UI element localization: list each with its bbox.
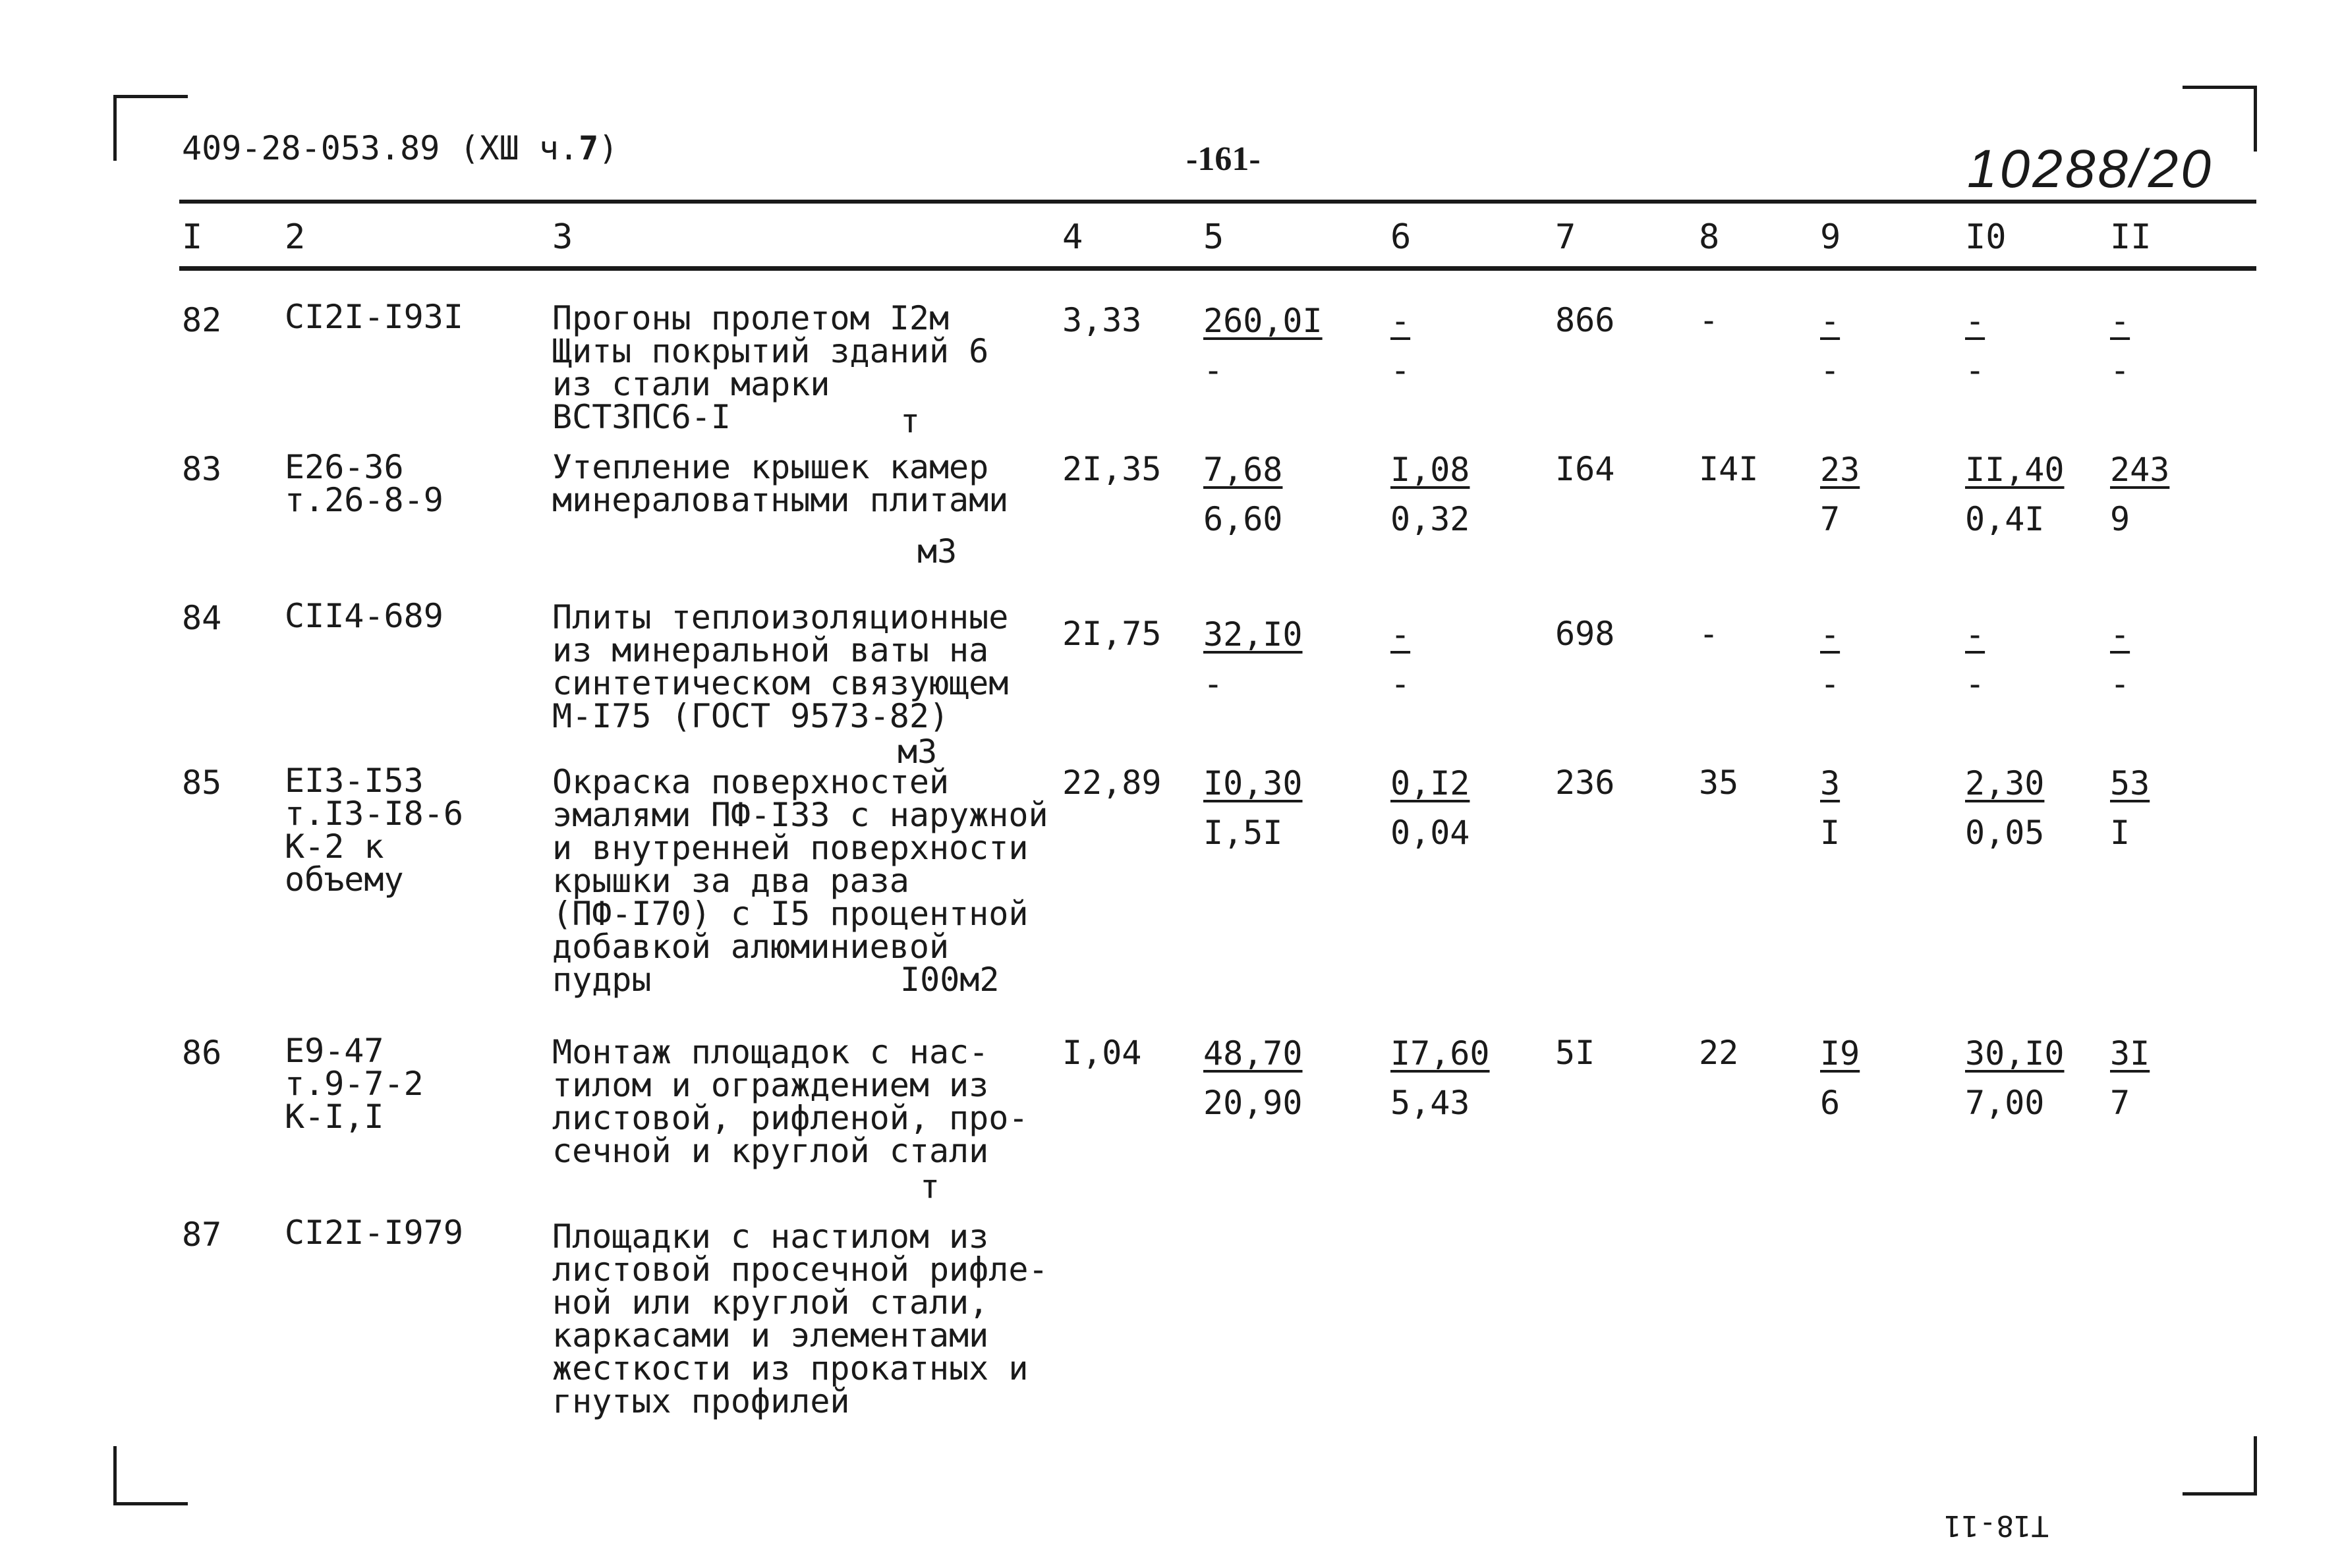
row-82-col5-top: 260,0I xyxy=(1203,302,1323,340)
row-84-code-line-1: CII4-689 xyxy=(285,597,443,635)
row-86-col11-bottom: 7 xyxy=(2110,1084,2130,1122)
row-83-number: 83 xyxy=(182,450,222,488)
row-85-desc-line-4: крышки за два раза xyxy=(552,862,909,900)
row-86-col6-top: I7,60 xyxy=(1390,1034,1490,1073)
row-82-col11-top: - xyxy=(2110,302,2130,340)
table-header-rule xyxy=(179,266,2256,271)
row-86-desc-line-4: сечной и круглой стали xyxy=(552,1132,989,1170)
row-82-desc-line-4: ВСТЗПС6-I xyxy=(552,398,731,436)
row-84-col5 xyxy=(1203,610,1303,709)
row-84-col6-bottom: - xyxy=(1390,665,1411,703)
document-code xyxy=(182,129,618,167)
row-87-desc-line-3: ной или круглой стали, xyxy=(552,1283,989,1322)
row-83-col5-top: 7,68 xyxy=(1203,451,1283,489)
row-82-col10-bottom: - xyxy=(1965,351,1985,389)
row-83-unit: м3 xyxy=(917,532,957,571)
row-84-col10-bottom: - xyxy=(1965,665,1985,703)
row-86-col9 xyxy=(1820,1029,1860,1128)
row-86-col7: 5I xyxy=(1555,1034,1595,1072)
row-85-col11-bottom: I xyxy=(2110,814,2130,852)
footer-code: T18-11 xyxy=(1944,1509,2049,1542)
row-83-col5 xyxy=(1203,445,1282,544)
row-86-col6-bottom: 5,43 xyxy=(1390,1084,1470,1122)
row-85-col6-bottom: 0,04 xyxy=(1390,814,1470,852)
row-85-code-line-3: К-2 к xyxy=(285,827,384,866)
row-86-col6 xyxy=(1390,1029,1490,1128)
row-87-desc-line-1: Площадки с настилом из xyxy=(552,1218,989,1256)
column-header-11: II xyxy=(2110,217,2152,257)
row-84-col9 xyxy=(1820,610,1840,709)
row-84-desc-line-4: М-I75 (ГОСТ 9573-82) xyxy=(552,697,950,735)
row-84-col5-bottom: - xyxy=(1203,665,1224,703)
row-84-col10-top: - xyxy=(1965,615,1985,654)
column-header-2: 2 xyxy=(285,217,306,257)
row-82-col6-bottom: - xyxy=(1390,351,1411,389)
row-86-col8: 22 xyxy=(1699,1034,1739,1072)
row-83-col9 xyxy=(1820,445,1860,544)
row-85-code-line-4: объему xyxy=(285,860,404,899)
row-86-code-line-1: E9-47 xyxy=(285,1032,384,1070)
column-header-3: 3 xyxy=(552,217,573,257)
handwritten-document-number: 10288/20 xyxy=(1967,139,2214,199)
row-85-desc-line-6: добавкой алюминиевой xyxy=(552,928,950,966)
row-84-col6 xyxy=(1390,610,1410,709)
row-82-col5 xyxy=(1203,296,1323,395)
row-86-col9-bottom: 6 xyxy=(1820,1084,1841,1122)
row-86-col11-top: 3I xyxy=(2110,1034,2150,1073)
row-83-col9-bottom: 7 xyxy=(1820,500,1841,538)
row-86-col10-top: 30,I0 xyxy=(1965,1034,2065,1073)
row-84-col6-top: - xyxy=(1390,615,1411,654)
row-85-code-line-1: EI3-I53 xyxy=(285,762,424,800)
row-85-col6-top: 0,I2 xyxy=(1390,764,1470,802)
row-85-col7: 236 xyxy=(1555,764,1615,802)
row-85-col6 xyxy=(1390,759,1470,858)
table-top-rule xyxy=(179,200,2256,204)
row-86-number: 86 xyxy=(182,1034,222,1072)
row-87-code-line-1: CI2I-I979 xyxy=(285,1214,463,1252)
document-code-prefix: 409-28-053.89 (ХШ ч. xyxy=(182,129,579,167)
row-83-col10-bottom: 0,4I xyxy=(1965,500,2045,538)
row-82-col11-bottom: - xyxy=(2110,351,2130,389)
row-83-desc-line-1: Утепление крышек камер xyxy=(552,448,989,486)
row-84-col9-top: - xyxy=(1820,615,1841,654)
row-86-code-line-2: т.9-7-2 xyxy=(285,1065,424,1103)
row-82-desc-line-1: Прогоны пролетом I2м xyxy=(552,299,950,337)
row-85-desc-line-2: эмалями ПФ-I33 с наружной xyxy=(552,796,1048,834)
page-number: -161- xyxy=(1186,140,1261,178)
row-86-desc-line-3: листовой, рифленой, про- xyxy=(552,1099,1029,1137)
row-85-col8: 35 xyxy=(1699,764,1739,802)
column-header-9: 9 xyxy=(1820,217,1841,257)
corner-mark-bottom-left xyxy=(113,1446,188,1505)
row-83-col6 xyxy=(1390,445,1470,544)
row-83-col6-bottom: 0,32 xyxy=(1390,500,1470,538)
row-83-code-line-1: E26-36 xyxy=(285,448,404,486)
row-84-col8: - xyxy=(1699,615,1719,653)
row-82-col10 xyxy=(1965,296,1985,395)
row-85-col5-top: I0,30 xyxy=(1203,764,1303,802)
row-86-col5-top: 48,70 xyxy=(1203,1034,1303,1073)
row-86-unit: т xyxy=(920,1167,940,1206)
row-85-desc-line-3: и внутренней поверхности xyxy=(552,829,1029,867)
row-83-col5-bottom: 6,60 xyxy=(1203,500,1283,538)
row-86-code-line-3: К-I,I xyxy=(285,1098,384,1136)
row-85-col5 xyxy=(1203,759,1303,858)
row-85-col9 xyxy=(1820,759,1840,858)
row-83-col6-top: I,08 xyxy=(1390,451,1470,489)
row-86-desc-line-1: Монтаж площадок с нас- xyxy=(552,1033,989,1071)
document-code-suffix: ) xyxy=(598,129,619,167)
row-82-unit: т xyxy=(900,402,921,440)
row-85-col4: 22,89 xyxy=(1062,764,1162,802)
row-84-col11-top: - xyxy=(2110,615,2130,654)
row-85-number: 85 xyxy=(182,764,222,802)
row-82-col8: - xyxy=(1699,301,1719,339)
row-85-col9-bottom: I xyxy=(1820,814,1841,852)
corner-mark-top-left xyxy=(113,95,188,161)
row-85-desc-line-5: (ПФ-I70) с I5 процентной xyxy=(552,895,1029,933)
row-85-col10-bottom: 0,05 xyxy=(1965,814,2045,852)
row-84-col4: 2I,75 xyxy=(1062,615,1162,653)
row-84-col9-bottom: - xyxy=(1820,665,1841,703)
row-85-col10 xyxy=(1965,759,2044,858)
row-83-col4: 2I,35 xyxy=(1062,450,1162,488)
row-87-desc-line-2: листовой просечной рифле- xyxy=(552,1250,1048,1289)
row-83-col7: I64 xyxy=(1555,450,1615,488)
row-86-col4: I,04 xyxy=(1062,1034,1142,1072)
row-84-desc-line-3: синтетическом связующем xyxy=(552,664,1009,702)
row-85-col5-bottom: I,5I xyxy=(1203,814,1283,852)
row-82-col11 xyxy=(2110,296,2130,395)
column-header-5: 5 xyxy=(1203,217,1224,257)
row-82-number: 82 xyxy=(182,301,222,339)
row-82-col9-top: - xyxy=(1820,302,1841,340)
row-82-col7: 866 xyxy=(1555,301,1615,339)
row-85-col11-top: 53 xyxy=(2110,764,2150,802)
row-86-desc-line-2: тилом и ограждением из xyxy=(552,1066,989,1104)
column-header-4: 4 xyxy=(1062,217,1083,257)
row-83-col10 xyxy=(1965,445,2065,544)
row-85-col10-top: 2,30 xyxy=(1965,764,2045,802)
row-83-col10-top: II,40 xyxy=(1965,451,2065,489)
row-84-number: 84 xyxy=(182,599,222,637)
row-84-unit: м3 xyxy=(898,733,938,771)
row-84-desc-line-2: из минеральной ваты на xyxy=(552,631,989,669)
row-84-col7: 698 xyxy=(1555,615,1615,653)
row-84-col5-top: 32,I0 xyxy=(1203,615,1303,654)
row-82-col4: 3,33 xyxy=(1062,301,1142,339)
row-83-code-line-2: т.26-8-9 xyxy=(285,481,443,519)
row-82-col6-top: - xyxy=(1390,302,1411,340)
row-86-col5-bottom: 20,90 xyxy=(1203,1084,1303,1122)
row-87-desc-line-4: каркасами и элементами xyxy=(552,1316,989,1355)
row-86-col10 xyxy=(1965,1029,2065,1128)
row-83-col11 xyxy=(2110,445,2169,544)
row-82-col9-bottom: - xyxy=(1820,351,1841,389)
row-85-col11 xyxy=(2110,759,2150,858)
row-82-col6 xyxy=(1390,296,1410,395)
column-header-8: 8 xyxy=(1699,217,1720,257)
row-82-col10-top: - xyxy=(1965,302,1985,340)
row-86-col5 xyxy=(1203,1029,1303,1128)
column-header-10: I0 xyxy=(1965,217,2007,257)
row-83-col8: I4I xyxy=(1699,450,1759,488)
row-85-unit: I00м2 xyxy=(900,961,1000,999)
corner-mark-bottom-right xyxy=(2183,1436,2257,1496)
row-84-desc-line-1: Плиты теплоизоляционные xyxy=(552,598,1009,636)
row-85-code-line-2: т.I3-I8-6 xyxy=(285,795,463,833)
row-82-desc-line-3: из стали марки xyxy=(552,365,830,403)
row-86-col10-bottom: 7,00 xyxy=(1965,1084,2045,1122)
row-87-number: 87 xyxy=(182,1216,222,1254)
column-header-1: I xyxy=(182,217,203,257)
row-82-col9 xyxy=(1820,296,1840,395)
row-87-desc-line-6: гнутых профилей xyxy=(552,1382,850,1420)
row-83-col11-bottom: 9 xyxy=(2110,500,2130,538)
row-85-col9-top: 3 xyxy=(1820,764,1841,802)
row-83-col11-top: 243 xyxy=(2110,451,2170,489)
column-header-7: 7 xyxy=(1555,217,1576,257)
row-82-desc-line-2: Щиты покрытий зданий 6 xyxy=(552,332,989,370)
row-86-col9-top: I9 xyxy=(1820,1034,1860,1073)
row-83-col9-top: 23 xyxy=(1820,451,1860,489)
row-82-code-line-1: CI2I-I93I xyxy=(285,298,463,336)
row-82-col5-bottom: - xyxy=(1203,351,1224,389)
row-83-desc-line-2: минераловатными плитами xyxy=(552,481,1009,519)
row-84-col10 xyxy=(1965,610,1985,709)
row-85-desc-line-7: пудры xyxy=(552,961,652,999)
row-84-col11 xyxy=(2110,610,2130,709)
column-header-6: 6 xyxy=(1390,217,1412,257)
row-85-desc-line-1: Окраска поверхностей xyxy=(552,763,950,801)
row-84-col11-bottom: - xyxy=(2110,665,2130,703)
row-87-desc-line-5: жесткости из прокатных и xyxy=(552,1349,1029,1387)
document-code-part: 7 xyxy=(579,129,599,167)
row-86-col11 xyxy=(2110,1029,2150,1128)
